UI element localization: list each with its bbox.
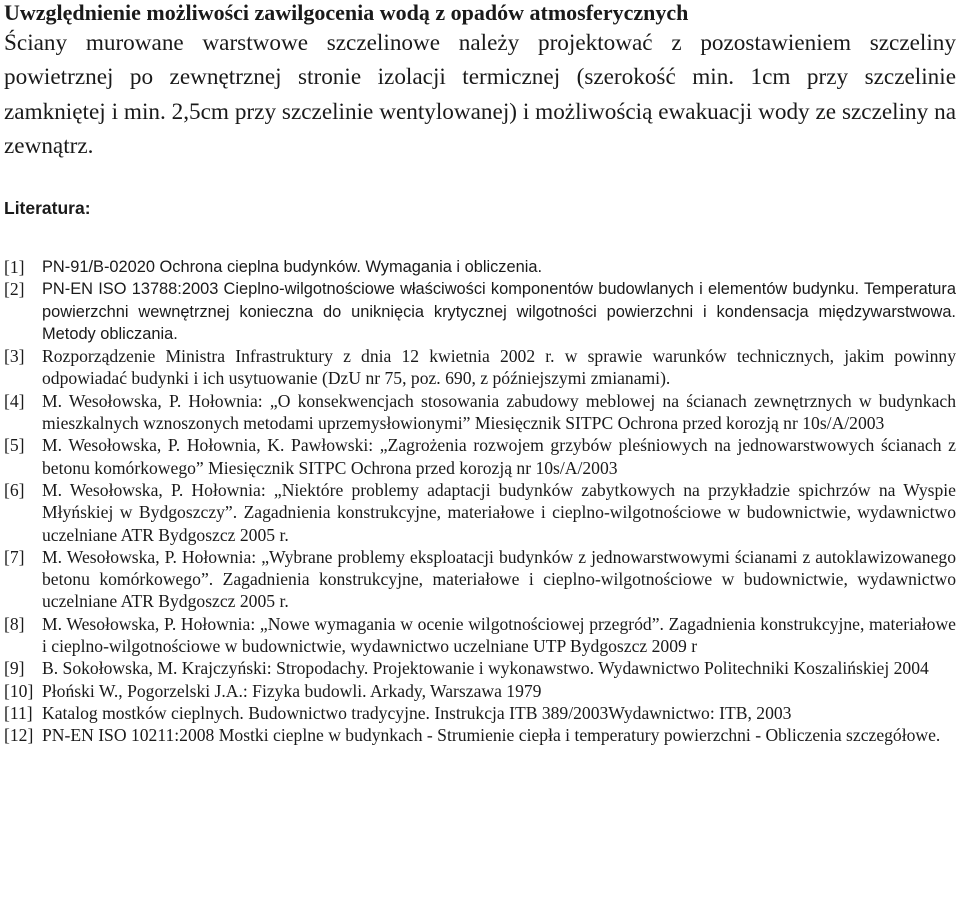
reference-number: [7] <box>4 546 25 567</box>
reference-item <box>4 680 956 702</box>
reference-text: B. Sokołowska, M. Krajczyński: Stropodachy. Projektowanie i wykonawstwo. Wydawnictwo Politechniki Koszalińskiej 2004 <box>42 658 929 679</box>
reference-text: M. Wesołowska, P. Hołownia: „Nowe wymagania w ocenie wilgotnościowej przegród”. Zagadnienia konstrukcyjne, materiałowe i cieplno-wilgotnościowe w budownictwie, wydawnictwo uczelniane UTP Bydgoszcz 2009 r <box>42 613 956 657</box>
reference-item <box>4 702 956 724</box>
reference-number: [9] <box>4 658 25 679</box>
reference-number: [8] <box>4 613 25 634</box>
reference-item <box>4 278 956 345</box>
reference-number: [3] <box>4 346 25 367</box>
reference-text: M. Wesołowska, P. Hołownia: „O konsekwencjach stosowania zabudowy meblowej na ścianach zewnętrznych w budynkach mieszkalnych wznoszonych metodami uprzemysłowionymi” Miesięcznik SITPC Ochrona przed korozją nr 10s/A/2003 <box>42 390 956 434</box>
reference-item <box>4 546 956 613</box>
reference-item <box>4 434 956 479</box>
reference-item <box>4 657 956 679</box>
reference-text: PN-EN ISO 13788:2003 Cieplno-wilgotnościowe właściwości komponentów budowlanych i elementów budynku. Temperatura powierzchni wewnętrznej konieczna do uniknięcia krytycznej wilgotności powierzchni i kondensacja międzywarstwowa. Metody obliczania. <box>42 280 956 343</box>
document-page <box>4 0 956 746</box>
section-heading: Uwzględnienie możliwości zawilgocenia wodą z opadów atmosferycznych <box>4 0 689 25</box>
reference-item <box>4 256 956 278</box>
reference-text: Płoński W., Pogorzelski J.A.: Fizyka budowli. Arkady, Warszawa 1979 <box>42 680 542 701</box>
reference-item <box>4 345 956 390</box>
reference-item <box>4 479 956 546</box>
reference-number: [2] <box>4 279 25 300</box>
reference-text: Rozporządzenie Ministra Infrastruktury z dnia 12 kwietnia 2002 r. w sprawie warunków technicznych, jakim powinny odpowiadać budynki i ich usytuowanie (DzU nr 75, poz. 690, z późniejszymi zmianami). <box>42 346 956 389</box>
reference-text: PN-91/B-02020 Ochrona cieplna budynków. Wymagania i obliczenia. <box>42 258 543 276</box>
reference-number: [12] <box>4 725 34 746</box>
reference-item <box>4 724 956 746</box>
reference-number: [4] <box>4 390 25 411</box>
section-body-paragraph: Ściany murowane warstwowe szczelinowe należy projektować z pozostawieniem szczeliny powietrznej po zewnętrznej stronie izolacji termicznej (szerokość min. 1cm przy szczelinie zamkniętej i min. 2,5cm przy szczelinie wentylowanej) i możliwością ewakuacji wody ze szczeliny na zewnątrz. <box>4 30 956 159</box>
reference-text: M. Wesołowska, P. Hołownia: „Niektóre problemy adaptacji budynków zabytkowych na przykładzie spichrzów na Wyspie Młyńskiej w Bydgoszczy”. Zagadnienia konstrukcyjne, materiałowe i cieplno-wilgotnościowe w budownictwie, wydawnictwo uczelniane ATR Bydgoszcz 2005 r. <box>42 479 956 545</box>
reference-number: [11] <box>4 702 33 723</box>
reference-number: [10] <box>4 680 34 701</box>
reference-text: M. Wesołowska, P. Hołownia: „Wybrane problemy eksploatacji budynków z jednowarstwowymi ścianami z autoklawizowanego betonu komórkowego”. Zagadnienia konstrukcyjne, materiałowe i cieplno-wilgotnościowe w budownictwie, wydawnictwo uczelniane ATR Bydgoszcz 2005 r. <box>42 546 956 612</box>
reference-item <box>4 390 956 435</box>
reference-number: [6] <box>4 479 25 500</box>
reference-list <box>4 256 956 747</box>
reference-number: [5] <box>4 435 25 456</box>
reference-text: Katalog mostków cieplnych. Budownictwo tradycyjne. Instrukcja ITB 389/2003Wydawnictwo: ITB, 2003 <box>42 702 792 723</box>
literature-heading: Literatura: <box>4 198 91 218</box>
reference-number: [1] <box>4 257 25 277</box>
reference-text: M. Wesołowska, P. Hołownia, K. Pawłowski: „Zagrożenia rozwojem grzybów pleśniowych na jednowarstwowych ścianach z betonu komórkowego” Miesięcznik SITPC Ochrona przed korozją nr 10s/A/2003 <box>42 435 956 478</box>
reference-item <box>4 613 956 658</box>
reference-text: PN-EN ISO 10211:2008 Mostki cieplne w budynkach - Strumienie ciepła i temperatury powierzchni - Obliczenia szczegółowe. <box>42 725 941 746</box>
